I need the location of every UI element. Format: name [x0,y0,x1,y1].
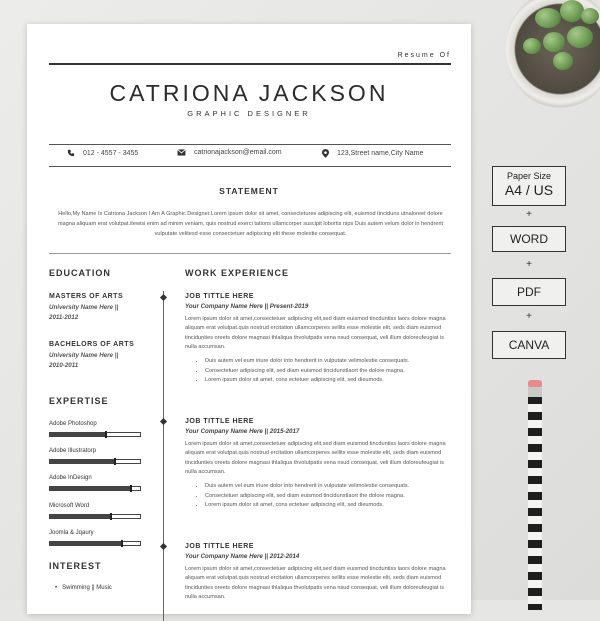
job-title: JOB TITTLE HERE [185,293,254,300]
skill-label: Microsoft Word [49,503,90,509]
email-text: catrionajackson@email.com [194,149,282,156]
candidate-title: GRAPHIC DESIGNER [187,109,311,118]
job-entry [185,543,447,602]
company-name: Your Company Name Here || [185,428,269,435]
pencil-decoration [526,380,544,610]
format-badge-canva: CANVA [492,331,566,359]
job-entry [185,293,465,386]
job-description: Lorem ipsum dolor sit amet,consectetuer adipiscing elit,sed diam euismod tincduntiss laors dolore magna aliquam erat volutpat.quis nostrud ercitation ullamcorperes sellits esse molestie elit, seds diam euismod tincidunties oreets dolore magnasi thlaliqua thvolutpatis vena nsud consequat, veli illum doloreufeugiat is nulla accumsan. [185,566,446,600]
job-title: JOB TITTLE HERE [185,543,254,550]
experience-heading: WORK EXPERIENCE [185,268,290,278]
interest-heading: INTEREST [49,561,102,571]
interest-item [55,585,112,591]
job-entry [185,418,465,511]
phone-icon [67,149,75,157]
skill-bar [49,514,141,519]
education-degree: BACHELORS OF ARTS [49,341,135,348]
resume-page [27,24,471,614]
statement-heading: STATEMENT [219,186,279,196]
contact-phone [67,149,138,157]
job-bullet: • Duis autem vel eum iriure dolor into hendrerit in vulputate velimolestie consequats. [205,482,465,492]
skill-bar [49,541,141,546]
skill-label: Adobe Photoshop [49,421,97,427]
interest-text: Swimming || Music [62,585,112,591]
education-item [49,293,149,323]
contact-rule-top [49,144,451,145]
skill-label: Adobe Illustratorp [49,448,97,454]
top-rule [49,63,451,65]
job-years: 2012-2014 [269,553,300,560]
company-name: Your Company Name Here || [185,553,269,560]
job-company [185,303,465,310]
timeline-marker [160,294,167,301]
job-bullet: • Lorem ipsum dolor sit amet, cons ectetuer adipiscing elit, sed dieumods. [205,501,465,511]
plus-sign: + [526,209,532,220]
education-degree: MASTERS OF ARTS [49,293,124,300]
section-rule [49,253,451,254]
job-bullets [185,482,465,511]
plus-sign: + [526,311,532,322]
job-title: JOB TITTLE HERE [185,418,254,425]
timeline-marker [160,418,167,425]
paper-size-badge [492,166,566,206]
education-years: 2011-2012 [49,314,79,321]
candidate-name: CATRIONA JACKSON [109,80,389,106]
job-years: Present-2019 [269,303,309,310]
company-name: Your Company Name Here || [185,303,269,310]
skill-label: Adobe InDesign [49,475,92,481]
education-item [49,341,149,371]
job-description: Lorem ipsum dolor sit amet,consectetuer adipiscing elit,sed diam euismod tincduntiss laors dolore magna aliquam erat volutpat.quis nostrud ercitation ullamcorperes sellits esse molestie elit, seds diam euismod tincidunties oreets dolore magnasi thlaliqua thvolutpatis vena nsud consequat, veli illum doloreufeugiat is nulla accumsan. [185,441,446,475]
address-text: 123,Street name,City Name [337,150,424,157]
education-heading: EDUCATION [49,268,111,278]
contact-email [177,149,282,156]
job-bullet: • Consectetuer adipiscing elit, sed diam euismod tincidunstlaort the dolore magna. [205,367,465,377]
column-divider [163,291,164,621]
job-description: Lorem ipsum dolor sit amet,consectetuer adipiscing elit,sed diam euismod tincduntiss laors dolore magna aliquam erat volutpat.quis nostrud ercitation ullamcorperes sellits esse molestie elit, seds diam euismod tincidunties oreets dolore magnasi thlaliqua thvolutpatis vena nsud consequat, veli illum doloreufeugiat is nulla accumsan. [185,316,446,350]
job-bullets [185,357,465,386]
skill-label: Joomla & Jqaury [49,530,94,536]
education-school: University Name Here || [49,304,119,311]
expertise-heading: EXPERTISE [49,396,109,406]
job-company [185,553,447,560]
paper-size-label: Paper Size [506,171,552,181]
job-years: 2015-2017 [269,428,300,435]
statement-text: Hello,My Name Is Catriona Jackson I Am A Graphic Designer.Lorem ipsum dolor sit amet, consectetures adipiscing elit, euismod tinciduns utnaloreet dolore magna aliquam erat volutpat.itewisi enim ad minim veniam, quis nostrud exerci tations ullamcorper suscipit lobortis nips Duis autem velum dolor in hendrerit vulputate velitesd esse consectetuer adipiscing elit these molestie consequat. [57,211,444,237]
education-years: 2010-2011 [49,362,79,369]
phone-text: 012 - 4557 - 3455 [83,149,139,157]
job-bullet: • Duis autem vel eum iriure dolor into hendrerit in vulputate velimolestie consequats. [205,357,465,367]
resume-of-label: Resume Of [397,52,451,59]
skill-bar [49,459,141,464]
bullet-icon: • [55,585,63,591]
location-pin-icon [322,149,329,158]
contact-address [322,149,423,158]
job-company [185,428,465,435]
skill-bar [49,432,141,437]
job-bullet: • Consectetuer adipiscing elit, sed diam euismod tincidunstlaort the dolore magna. [205,492,465,502]
skill-bar [49,486,141,491]
timeline-marker [160,543,167,550]
paper-size-value: A4 / US [504,182,554,198]
mail-icon [177,149,186,156]
format-badge-pdf: PDF [492,278,566,306]
contact-rule-bottom [49,166,451,167]
plus-sign: + [526,259,532,270]
education-school: University Name Here || [49,352,119,359]
job-bullet: • Lorem ipsum dolor sit amet, cons ectetuer adipiscing elit, sed dieumods. [205,376,465,386]
format-badge-word: WORD [492,226,566,252]
